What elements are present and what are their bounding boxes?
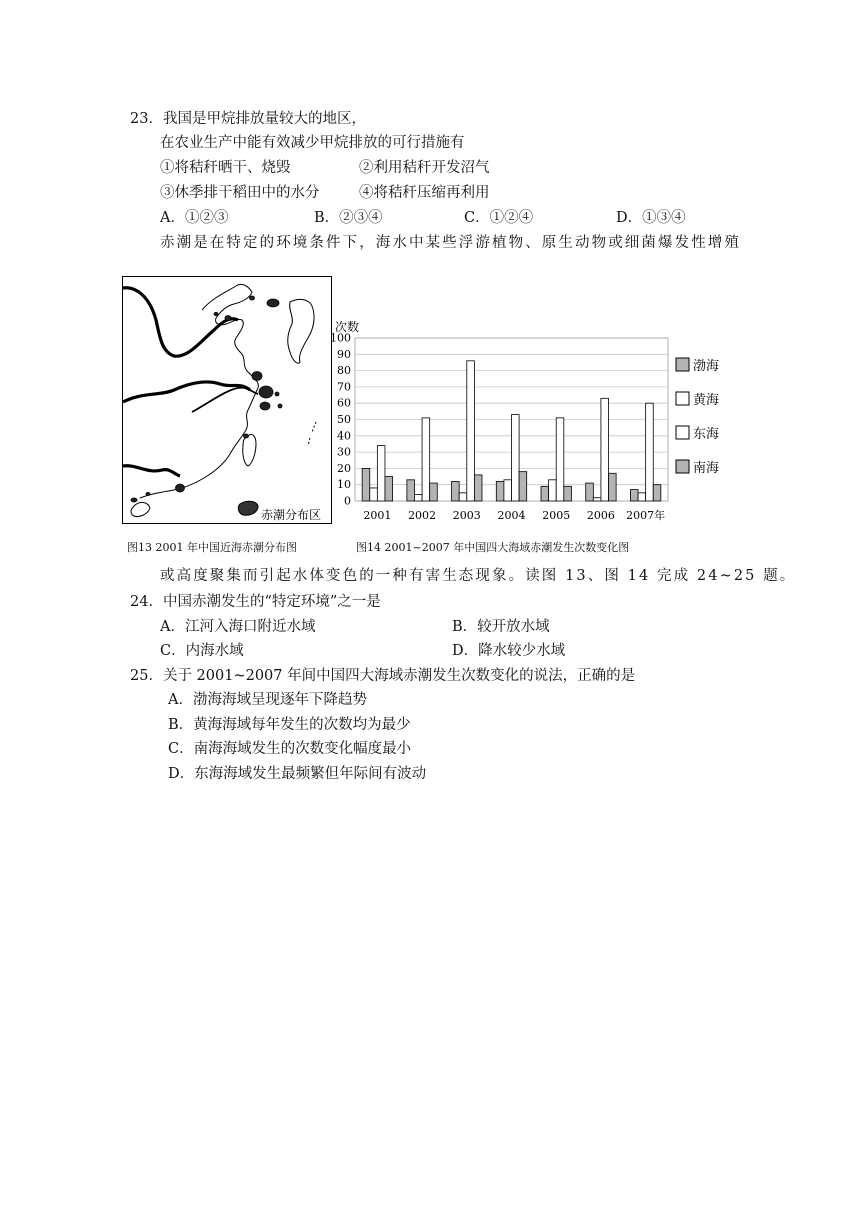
bar [564, 486, 572, 501]
bar [452, 481, 460, 501]
bar [556, 418, 564, 501]
bar [407, 480, 415, 501]
legend-label: 南海 [693, 461, 720, 476]
q25-option-c: C．南海海域发生的次数变化幅度最小 [168, 741, 412, 757]
legend-swatch [676, 392, 689, 405]
q25-option-b: B．黄海海域每年发生的次数均为最少 [168, 717, 411, 733]
y-tick-label: 20 [337, 461, 351, 475]
bar [362, 468, 370, 501]
x-tick-label: 2006 [586, 509, 615, 522]
x-tick-label: 2001 [363, 509, 392, 522]
q23-item-3: ③休季排干稻田中的水分 [160, 185, 320, 201]
bar [519, 472, 527, 501]
legend-swatch [676, 426, 689, 439]
q23-stem: 23．我国是甲烷排放量较大的地区， [130, 111, 366, 127]
red-tide-intro: 赤潮是在特定的环境条件下，海水中某些浮游植物、原生动物或细菌爆发性增殖 [160, 235, 741, 251]
x-tick-label: 2004 [497, 509, 526, 522]
q25-option-d: D．东海海域发生最频繁但年际间有波动 [168, 766, 427, 782]
q23-option-d: D．①③④ [616, 210, 686, 226]
q23-item-4: ④将秸秆压缩再利用 [359, 185, 490, 201]
bar [430, 483, 438, 501]
bar [586, 483, 594, 501]
bar [370, 488, 378, 501]
bar [467, 361, 475, 501]
bar [609, 473, 617, 501]
legend-swatch [676, 460, 689, 473]
red-tide-intro-continued: 或高度聚集而引起水体变色的一种有害生态现象。读图 13、图 14 完成 24~25 题。 [160, 568, 797, 584]
x-tick-label: 2003 [452, 509, 481, 522]
red-tide-map [122, 276, 332, 524]
x-tick-label: 2007年 [626, 509, 666, 522]
q25-stem: 25．关于 2001~2007 年间中国四大海域赤潮发生次数变化的说法，正确的是 [130, 668, 636, 684]
bar [504, 480, 512, 501]
legend-label: 东海 [693, 427, 720, 442]
y-tick-label: 30 [337, 445, 351, 459]
bar [541, 486, 549, 501]
legend-label: 黄海 [693, 393, 720, 408]
y-tick-label: 60 [337, 396, 351, 410]
bar [422, 418, 430, 501]
map-legend-label: 赤潮分布区 [261, 508, 322, 522]
bar [385, 477, 393, 501]
y-axis-label: 次数 [335, 320, 360, 334]
bar [414, 494, 422, 501]
bar [496, 481, 504, 501]
q25-option-a: A．渤海海域呈现逐年下降趋势 [168, 692, 367, 708]
bar [653, 485, 661, 501]
bar [630, 490, 638, 501]
bar [474, 475, 482, 501]
y-tick-label: 100 [330, 331, 351, 345]
bar [459, 493, 467, 501]
y-tick-label: 40 [337, 429, 351, 443]
bar [512, 415, 520, 501]
bar [638, 493, 646, 501]
y-tick-label: 50 [337, 413, 351, 426]
q24-option-c: C．内海水域 [160, 643, 244, 659]
bar [601, 398, 609, 501]
q24-option-b: B．较开放水域 [452, 619, 550, 635]
y-tick-label: 90 [337, 347, 351, 361]
x-tick-label: 2005 [542, 509, 571, 522]
y-tick-label: 80 [337, 364, 351, 378]
bar [646, 403, 654, 501]
figure-13-caption: 图13 2001 年中国近海赤潮分布图 [127, 541, 297, 554]
q23-option-b: B．②③④ [314, 210, 383, 226]
q23-stem-continued: 在农业生产中能有效减少甲烷排放的可行措施有 [160, 135, 465, 151]
x-tick-label: 2002 [408, 509, 437, 522]
q24-option-d: D．降水较少水域 [452, 643, 566, 659]
q23-option-a: A．①②③ [160, 210, 229, 226]
q23-item-1: ①将秸秆晒干、烧毁 [160, 160, 291, 176]
red-tide-chart [330, 318, 733, 530]
q24-option-a: A．江河入海口附近水域 [160, 619, 316, 635]
bar [377, 446, 385, 501]
bar [593, 498, 601, 501]
q23-option-c: C．①②④ [464, 210, 534, 226]
y-tick-label: 70 [337, 380, 351, 394]
bar [549, 480, 557, 501]
figure-14-caption: 图14 2001~2007 年中国四大海域赤潮发生次数变化图 [356, 541, 630, 554]
q23-item-2: ②利用秸秆开发沼气 [359, 160, 490, 176]
legend-swatch [676, 358, 689, 371]
y-tick-label: 10 [337, 478, 351, 492]
y-tick-label: 0 [344, 494, 351, 508]
q24-stem: 24．中国赤潮发生的“特定环境”之一是 [130, 594, 381, 610]
legend-label: 渤海 [693, 359, 720, 374]
